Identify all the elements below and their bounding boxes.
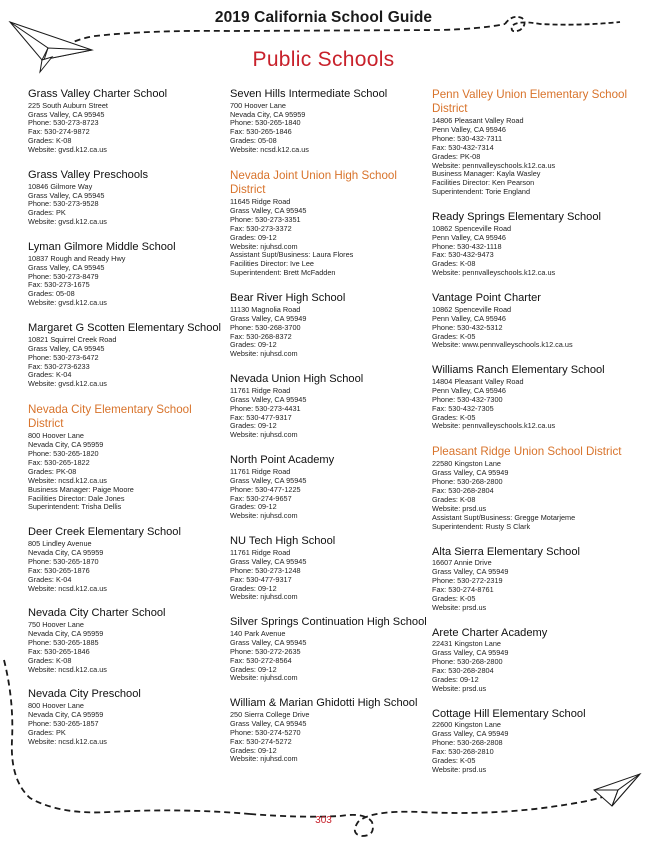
school-detail-line: 16607 Annie Drive — [432, 558, 492, 568]
school-detail-line: 10846 Gilmore Way — [28, 181, 93, 191]
school-entry — [28, 241, 228, 308]
school-detail-line: Grass Valley, CA 95949 — [432, 567, 509, 577]
school-detail-line: Phone: 530-265-1885 — [28, 637, 99, 647]
school-detail-line: Website: ncsd.k12.ca.us — [28, 583, 107, 593]
school-detail-line: Fax: 530-268-2810 — [432, 746, 494, 756]
school-detail-line: Fax: 530-268-8372 — [230, 331, 292, 341]
school-detail-line: 22600 Kingston Lane — [432, 720, 501, 730]
school-detail-line: Fax: 530-274-9657 — [230, 493, 292, 503]
school-detail-line: Penn Valley, CA 95946 — [432, 124, 506, 134]
school-detail-line: Grades: K-04 — [28, 574, 72, 584]
school-detail-line: Phone: 530-273-9528 — [28, 199, 99, 209]
school-detail-line: Grass Valley, CA 95945 — [230, 556, 307, 566]
page-number: 303 — [315, 815, 332, 826]
school-detail-line: Grass Valley, CA 95949 — [432, 729, 509, 739]
school-name: William & Marian Ghidotti High School — [230, 697, 418, 710]
school-detail-line: Phone: 530-268-2800 — [432, 657, 503, 667]
school-detail-line: Grass Valley, CA 95945 — [28, 262, 105, 272]
school-detail-line: Grades: K-08 — [28, 655, 72, 665]
school-detail-line: Grass Valley, CA 95945 — [230, 394, 307, 404]
school-name: Nevada City Preschool — [28, 688, 141, 701]
school-entry — [432, 364, 632, 431]
school-detail-line: Superintendent: Rusty S Clark — [432, 521, 531, 531]
school-detail-line: Website: gvsd.k12.ca.us — [28, 145, 107, 155]
school-entry — [28, 607, 228, 674]
school-entry — [28, 169, 228, 227]
district-name: Penn Valley Union Elementary School District — [432, 88, 628, 115]
school-name: Deer Creek Elementary School — [28, 526, 181, 539]
school-name: Ready Springs Elementary School — [432, 211, 601, 224]
school-name: Bear River High School — [230, 292, 346, 305]
school-detail-line: 225 South Auburn Street — [28, 100, 108, 110]
school-detail-line: Nevada City, CA 95959 — [28, 709, 104, 719]
school-detail-line: Website: prsd.us — [432, 602, 487, 612]
district-name: Nevada Joint Union High School District — [230, 169, 397, 197]
school-detail-line: Phone: 530-273-8723 — [28, 118, 99, 128]
school-detail-line: Fax: 530-268-2804 — [432, 665, 494, 675]
school-detail-line: Website: gvsd.k12.ca.us — [28, 217, 107, 227]
school-detail-line: 140 Park Avenue — [230, 628, 286, 638]
school-detail-line: Assistant Supt/Business: Gregge Motarjeme — [432, 512, 576, 522]
school-detail-line: 805 Lindley Avenue — [28, 538, 92, 548]
school-detail-line: Nevada City, CA 95959 — [230, 109, 306, 119]
school-entry — [230, 373, 430, 440]
school-entry — [432, 211, 632, 278]
school-detail-line: Website: njuhsd.com — [230, 349, 298, 359]
school-detail-line: Grades: 05-08 — [28, 289, 75, 299]
school-detail-line: Nevada City, CA 95959 — [28, 440, 104, 450]
school-detail-line: Phone: 530-265-1820 — [28, 449, 99, 459]
school-name: Margaret G Scotten Elementary School — [28, 322, 221, 335]
school-detail-line: 11761 Ridge Road — [230, 466, 291, 476]
school-detail-line: Website: njuhsd.com — [230, 241, 298, 251]
school-detail-line: Phone: 530-272-2319 — [432, 576, 503, 585]
school-name: Nevada Union High School — [230, 373, 364, 386]
school-detail-line: Grades: K-08 — [28, 136, 72, 146]
school-detail-line: 700 Hoover Lane — [230, 100, 286, 110]
school-entry — [230, 535, 430, 602]
school-detail-line: 14804 Pleasant Valley Road — [432, 376, 524, 386]
school-detail-line: Penn Valley, CA 95946 — [432, 385, 506, 395]
school-detail-line: Grass Valley, CA 95945 — [28, 109, 105, 119]
school-detail-line: Website: prsd.us — [432, 683, 487, 693]
school-detail-line: Grades: PK — [28, 727, 66, 737]
school-detail-line: 250 Sierra College Drive — [230, 709, 310, 719]
district-name: Nevada City Elementary School District — [28, 403, 192, 431]
school-detail-line: Fax: 530-265-1846 — [230, 127, 292, 137]
school-column-2 — [230, 88, 430, 778]
school-entry — [432, 708, 632, 775]
school-detail-line: Grades: PK-08 — [28, 466, 77, 476]
school-detail-line: 10862 Spenceville Road — [432, 304, 512, 314]
school-detail-line: Grass Valley, CA 95945 — [230, 205, 307, 215]
school-detail-line: 14806 Pleasant Valley Road — [432, 116, 524, 125]
school-detail-line: Grades: 09-12 — [230, 232, 277, 242]
school-detail-line: Website: gvsd.k12.ca.us — [28, 379, 107, 389]
school-detail-line: Website: njuhsd.com — [230, 511, 298, 521]
school-detail-line: Fax: 530-432-7305 — [432, 403, 494, 413]
guide-title: 2019 California School Guide — [214, 9, 433, 26]
school-detail-line: Fax: 530-268-2804 — [432, 486, 494, 496]
school-detail-line: Facilities Director: Dale Jones — [28, 493, 125, 503]
school-detail-line: Website: pennvalleyschools.k12.ca.us — [432, 160, 556, 170]
school-entry — [28, 322, 228, 389]
school-column-1 — [28, 88, 228, 761]
school-name: Silver Springs Continuation High School — [230, 616, 427, 629]
school-detail-line: Website: njuhsd.com — [230, 430, 298, 440]
school-name: Nevada City Charter School — [28, 607, 166, 620]
school-detail-line: Grades: 09-12 — [230, 745, 277, 755]
school-detail-line: 22580 Kingston Lane — [432, 459, 501, 469]
school-detail-line: Penn Valley, CA 95946 — [432, 232, 506, 242]
school-entry — [230, 697, 430, 764]
school-entry — [28, 526, 228, 593]
school-detail-line: Fax: 530-274-8761 — [432, 584, 494, 594]
school-detail-line: Website: www.pennvalleyschools.k12.ca.us — [432, 340, 573, 350]
school-detail-line: Website: pennvalleyschools.k12.ca.us — [432, 421, 556, 431]
school-name: Seven Hills Intermediate School — [230, 88, 388, 100]
school-detail-line: Superintendent: Torie England — [432, 187, 531, 197]
school-name: North Point Academy — [230, 454, 335, 467]
school-entry — [230, 88, 430, 155]
school-detail-line: Grass Valley, CA 95949 — [432, 648, 509, 658]
school-entry — [432, 627, 632, 694]
school-entry — [28, 88, 228, 155]
school-detail-line: Website: gvsd.k12.ca.us — [28, 298, 107, 308]
school-detail-line: Grades: K-04 — [28, 370, 72, 380]
school-detail-line: Phone: 530-268-2808 — [432, 738, 503, 748]
school-detail-line: Fax: 530-265-1822 — [28, 457, 90, 467]
school-detail-line: Phone: 530-273-1248 — [230, 565, 301, 575]
school-detail-line: Grades: K-08 — [432, 494, 476, 504]
school-detail-line: Grades: 09-12 — [230, 340, 277, 350]
school-detail-line: Business Manager: Paige Moore — [28, 484, 134, 494]
school-entry — [230, 616, 430, 683]
school-detail-line: Phone: 530-265-1870 — [28, 556, 99, 566]
school-detail-line: Facilities Director: Ken Pearson — [432, 178, 535, 188]
school-detail-line: Grass Valley, CA 95945 — [28, 190, 105, 200]
school-detail-line: Grades: PK-08 — [432, 151, 481, 161]
school-detail-line: Phone: 530-432-7311 — [432, 133, 503, 143]
school-detail-line: Grass Valley, CA 95945 — [230, 718, 307, 728]
school-detail-line: Grades: K-05 — [432, 755, 476, 765]
school-detail-line: Penn Valley, CA 95946 — [432, 313, 506, 323]
school-detail-line: Website: ncsd.k12.ca.us — [28, 664, 107, 674]
school-detail-line: Phone: 530-273-6472 — [28, 352, 99, 362]
school-detail-line: Business Manager: Kayla Wasley — [432, 169, 541, 179]
school-name: Grass Valley Charter School — [28, 88, 168, 100]
school-detail-line: Fax: 530-432-9473 — [432, 250, 494, 260]
school-detail-line: Website: prsd.us — [432, 503, 487, 513]
school-name: Arete Charter Academy — [432, 626, 548, 639]
school-detail-line: Grass Valley, CA 95949 — [432, 468, 509, 478]
school-detail-line: Facilities Director: Ive Lee — [230, 259, 314, 269]
school-detail-line: Grades: 09-12 — [230, 664, 277, 674]
school-detail-line: Grades: K-08 — [432, 259, 476, 269]
school-detail-line: Grades: K-05 — [432, 412, 476, 422]
school-entry — [432, 292, 632, 350]
school-detail-line: Phone: 530-477-1225 — [230, 484, 301, 494]
school-detail-line: Nevada City, CA 95959 — [28, 628, 104, 638]
school-name: NU Tech High School — [230, 535, 336, 548]
school-detail-line: Grass Valley, CA 95945 — [28, 343, 105, 353]
district-name: Pleasant Ridge Union School District — [432, 445, 622, 459]
school-detail-line: Phone: 530-268-2800 — [432, 477, 503, 487]
school-detail-line: Phone: 530-274-5270 — [230, 727, 301, 737]
school-detail-line: Fax: 530-273-6233 — [28, 361, 90, 371]
school-detail-line: Fax: 530-272-8564 — [230, 655, 292, 665]
school-detail-line: 800 Hoover Lane — [28, 701, 84, 711]
school-detail-line: 11761 Ridge Road — [230, 547, 291, 557]
school-detail-line: Grades: K-05 — [432, 593, 476, 603]
school-detail-line: Website: njuhsd.com — [230, 592, 298, 602]
school-detail-line: Website: prsd.us — [432, 764, 487, 774]
school-detail-line: Website: pennvalleyschools.k12.ca.us — [432, 268, 556, 278]
school-detail-line: 800 Hoover Lane — [28, 431, 84, 441]
school-detail-line: Website: njuhsd.com — [230, 673, 298, 683]
school-detail-line: Assistant Supt/Business: Laura Flores — [230, 250, 354, 260]
school-detail-line: Grass Valley, CA 95945 — [230, 637, 307, 647]
district-entry — [432, 88, 632, 197]
school-detail-line: Nevada City, CA 95959 — [28, 547, 104, 557]
school-detail-line: 22431 Kingston Lane — [432, 639, 501, 649]
school-detail-line: Phone: 530-265-1857 — [28, 718, 99, 728]
school-detail-line: 11645 Ridge Road — [230, 197, 291, 207]
school-name: Williams Ranch Elementary School — [432, 364, 605, 377]
school-name: Grass Valley Preschools — [28, 169, 149, 182]
school-entry — [230, 454, 430, 521]
school-name: Alta Sierra Elementary School — [432, 545, 580, 558]
school-detail-line: Grades: PK — [28, 208, 66, 218]
school-detail-line: Phone: 530-273-3351 — [230, 214, 301, 224]
school-detail-line: Grades: 09-12 — [432, 674, 479, 684]
school-detail-line: 11130 Magnolia Road — [230, 304, 301, 314]
school-detail-line: Superintendent: Trisha Dellis — [28, 502, 122, 512]
school-detail-line: Grades: 09-12 — [230, 502, 277, 512]
school-entry — [28, 688, 228, 746]
section-title: Public Schools — [252, 48, 395, 71]
school-name: Vantage Point Charter — [432, 292, 541, 305]
school-detail-line: Phone: 530-272-2635 — [230, 646, 301, 656]
school-detail-line: 10821 Squirrel Creek Road — [28, 334, 117, 344]
school-detail-line: Phone: 530-273-8479 — [28, 271, 99, 281]
school-detail-line: Grades: K-05 — [432, 331, 476, 341]
school-detail-line: Fax: 530-432-7314 — [432, 142, 494, 152]
school-detail-line: Website: njuhsd.com — [230, 754, 298, 764]
school-name: Cottage Hill Elementary School — [432, 707, 586, 720]
school-detail-line: Phone: 530-268-3700 — [230, 322, 301, 332]
district-entry — [432, 445, 632, 531]
school-detail-line: Phone: 530-265-1840 — [230, 118, 301, 128]
school-detail-line: Phone: 530-432-5312 — [432, 322, 503, 332]
school-detail-line: Phone: 530-273-4431 — [230, 403, 301, 413]
school-detail-line: Fax: 530-273-1675 — [28, 280, 90, 290]
school-detail-line: Fax: 530-274-9872 — [28, 127, 90, 137]
school-detail-line: Grass Valley, CA 95945 — [230, 475, 307, 485]
school-column-3 — [432, 88, 632, 789]
school-detail-line: Fax: 530-477-9317 — [230, 412, 292, 422]
school-detail-line: 10862 Spenceville Road — [432, 223, 512, 233]
school-detail-line: Website: ncsd.k12.ca.us — [28, 475, 107, 485]
school-detail-line: Fax: 530-274-5272 — [230, 736, 292, 746]
school-detail-line: Phone: 530-432-7300 — [432, 394, 503, 404]
school-detail-line: 11761 Ridge Road — [230, 385, 291, 395]
school-detail-line: Fax: 530-265-1846 — [28, 646, 90, 656]
school-detail-line: Grades: 05-08 — [230, 136, 277, 146]
school-name: Lyman Gilmore Middle School — [28, 241, 176, 254]
school-entry — [230, 292, 430, 359]
district-entry — [28, 403, 228, 512]
school-entry — [432, 546, 632, 613]
school-detail-line: Fax: 530-477-9317 — [230, 574, 292, 584]
school-detail-line: Website: ncsd.k12.ca.us — [230, 145, 309, 155]
school-detail-line: Grades: 09-12 — [230, 421, 277, 431]
school-detail-line: Phone: 530-432-1118 — [432, 241, 502, 251]
school-detail-line: Grass Valley, CA 95949 — [230, 313, 307, 323]
school-detail-line: Grades: 09-12 — [230, 583, 277, 593]
school-detail-line: Fax: 530-273-3372 — [230, 223, 292, 233]
school-detail-line: Website: ncsd.k12.ca.us — [28, 736, 107, 746]
school-detail-line: 750 Hoover Lane — [28, 620, 84, 629]
district-entry — [230, 169, 430, 278]
school-detail-line: Fax: 530-265-1876 — [28, 565, 90, 575]
school-detail-line: 10837 Rough and Ready Hwy — [28, 253, 126, 263]
school-detail-line: Superintendent: Brett McFadden — [230, 268, 336, 278]
